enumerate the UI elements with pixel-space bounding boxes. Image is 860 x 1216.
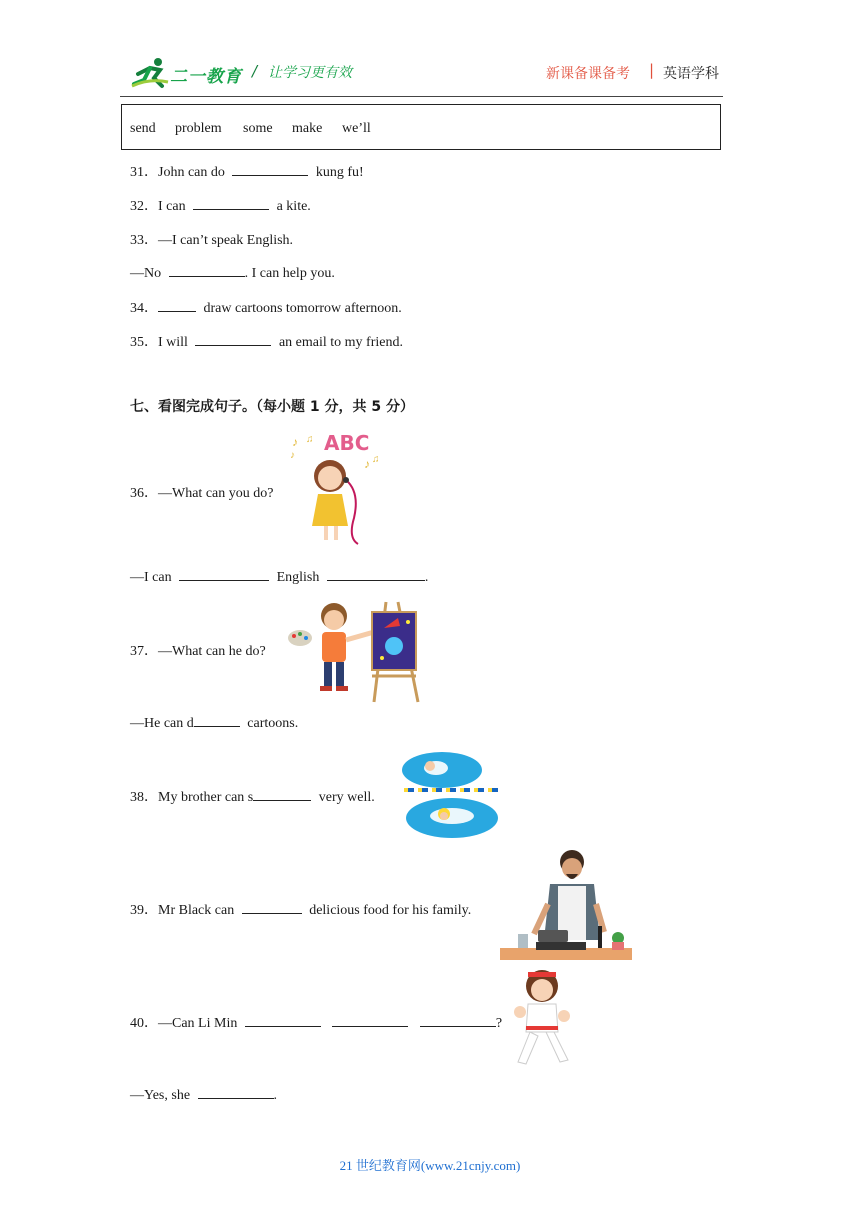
answer-blank[interactable] <box>253 787 311 801</box>
word-bank-item: send <box>130 121 156 136</box>
swimmer-icon <box>402 752 502 845</box>
question-number: 36． <box>130 486 158 501</box>
question-text: I can <box>158 199 186 214</box>
question-number: 31． <box>130 165 158 180</box>
logo-text: 二一教育 <box>170 67 242 87</box>
answer-blank[interactable] <box>194 713 240 727</box>
question-text: —I can’t speak English. <box>158 233 294 248</box>
word-bank-item: problem <box>175 121 222 136</box>
answer-blank[interactable] <box>198 1085 274 1099</box>
question-text: draw cartoons tomorrow afternoon. <box>203 301 402 316</box>
footer-source[interactable]: 21 世纪教育网(www.21cnjy.com) <box>339 1158 521 1173</box>
question-text: ? <box>495 1016 503 1031</box>
question-39 <box>130 899 471 919</box>
answer-blank[interactable] <box>158 298 196 312</box>
question-34 <box>130 297 402 317</box>
answer-blank[interactable] <box>420 1013 496 1027</box>
answer-blank[interactable] <box>193 196 269 210</box>
question-text: I will <box>158 335 188 350</box>
answer-36 <box>130 567 428 586</box>
abc-letters: ABC <box>324 431 370 455</box>
question-text: . I can help you. <box>244 266 335 281</box>
svg-text:♪: ♪ <box>290 450 295 461</box>
header-slash: / <box>252 62 258 80</box>
svg-text:♫: ♫ <box>372 454 380 465</box>
answer-blank[interactable] <box>245 1013 321 1027</box>
answer-blank[interactable] <box>232 162 308 176</box>
answer-blank[interactable] <box>195 332 271 346</box>
section-title: 七、看图完成句子。（每小题 1 分，共 5 分） <box>130 399 414 415</box>
question-text: . <box>273 1088 278 1103</box>
kungfu-girl-icon <box>506 966 576 1075</box>
question-text: John can do <box>158 165 225 180</box>
question-text: kung fu! <box>315 165 364 180</box>
question-number: 33． <box>130 233 158 248</box>
question-text: delicious food for his family. <box>309 903 472 918</box>
header-slogan: 让学习更有效 <box>268 65 352 81</box>
question-number: 37． <box>130 644 158 659</box>
question-33 <box>130 229 293 249</box>
singing-girl-icon <box>288 428 388 553</box>
answer-blank[interactable] <box>242 900 302 914</box>
question-number: 39． <box>130 903 158 918</box>
answer-blank[interactable] <box>179 567 269 581</box>
question-number: 32． <box>130 199 158 214</box>
question-text: cartoons. <box>247 716 299 731</box>
question-text: My brother can s <box>158 790 254 805</box>
question-32 <box>130 195 311 215</box>
question-40 <box>130 1012 502 1032</box>
question-text: very well. <box>318 790 375 805</box>
word-bank-item: we’ll <box>342 121 371 136</box>
answer-37 <box>130 713 298 732</box>
svg-text:♪: ♪ <box>292 435 298 449</box>
answer-40 <box>130 1085 277 1104</box>
question-number: 34． <box>130 301 158 316</box>
question-text: —What can he do? <box>158 644 266 659</box>
header-subject: 英语学科 <box>663 66 719 82</box>
question-38 <box>130 786 375 806</box>
header-separator: | <box>649 61 655 79</box>
question-text: English <box>276 570 320 585</box>
question-text: Mr Black can <box>158 903 235 918</box>
header-tagline: 新课备课备考 <box>546 66 630 82</box>
question-number: 40． <box>130 1016 158 1031</box>
question-text: an email to my friend. <box>278 335 403 350</box>
question-37 <box>130 640 266 660</box>
question-text: —He can d <box>130 716 194 731</box>
question-36 <box>130 482 273 502</box>
question-number: 35． <box>130 335 158 350</box>
question-text: —No <box>130 266 162 281</box>
painting-boy-icon <box>286 598 426 709</box>
word-bank-item: make <box>292 121 323 136</box>
answer-blank[interactable] <box>327 567 425 581</box>
question-31 <box>130 161 364 181</box>
header-rule <box>120 96 723 97</box>
question-text: . <box>424 570 429 585</box>
question-text: —I can <box>130 570 172 585</box>
svg-text:♪: ♪ <box>364 457 370 471</box>
answer-blank[interactable] <box>169 263 245 277</box>
question-text: —What can you do? <box>158 486 274 501</box>
question-number: 38． <box>130 790 158 805</box>
answer-blank[interactable] <box>332 1013 408 1027</box>
question-35 <box>130 331 403 351</box>
chef-cooking-icon <box>500 848 632 967</box>
question-text: —Can Li Min <box>158 1016 238 1031</box>
question-33-reply <box>130 263 335 282</box>
question-text: —Yes, she <box>130 1088 191 1103</box>
word-bank-item: some <box>243 121 273 136</box>
question-text: a kite. <box>276 199 311 214</box>
svg-text:♫: ♫ <box>306 434 314 445</box>
